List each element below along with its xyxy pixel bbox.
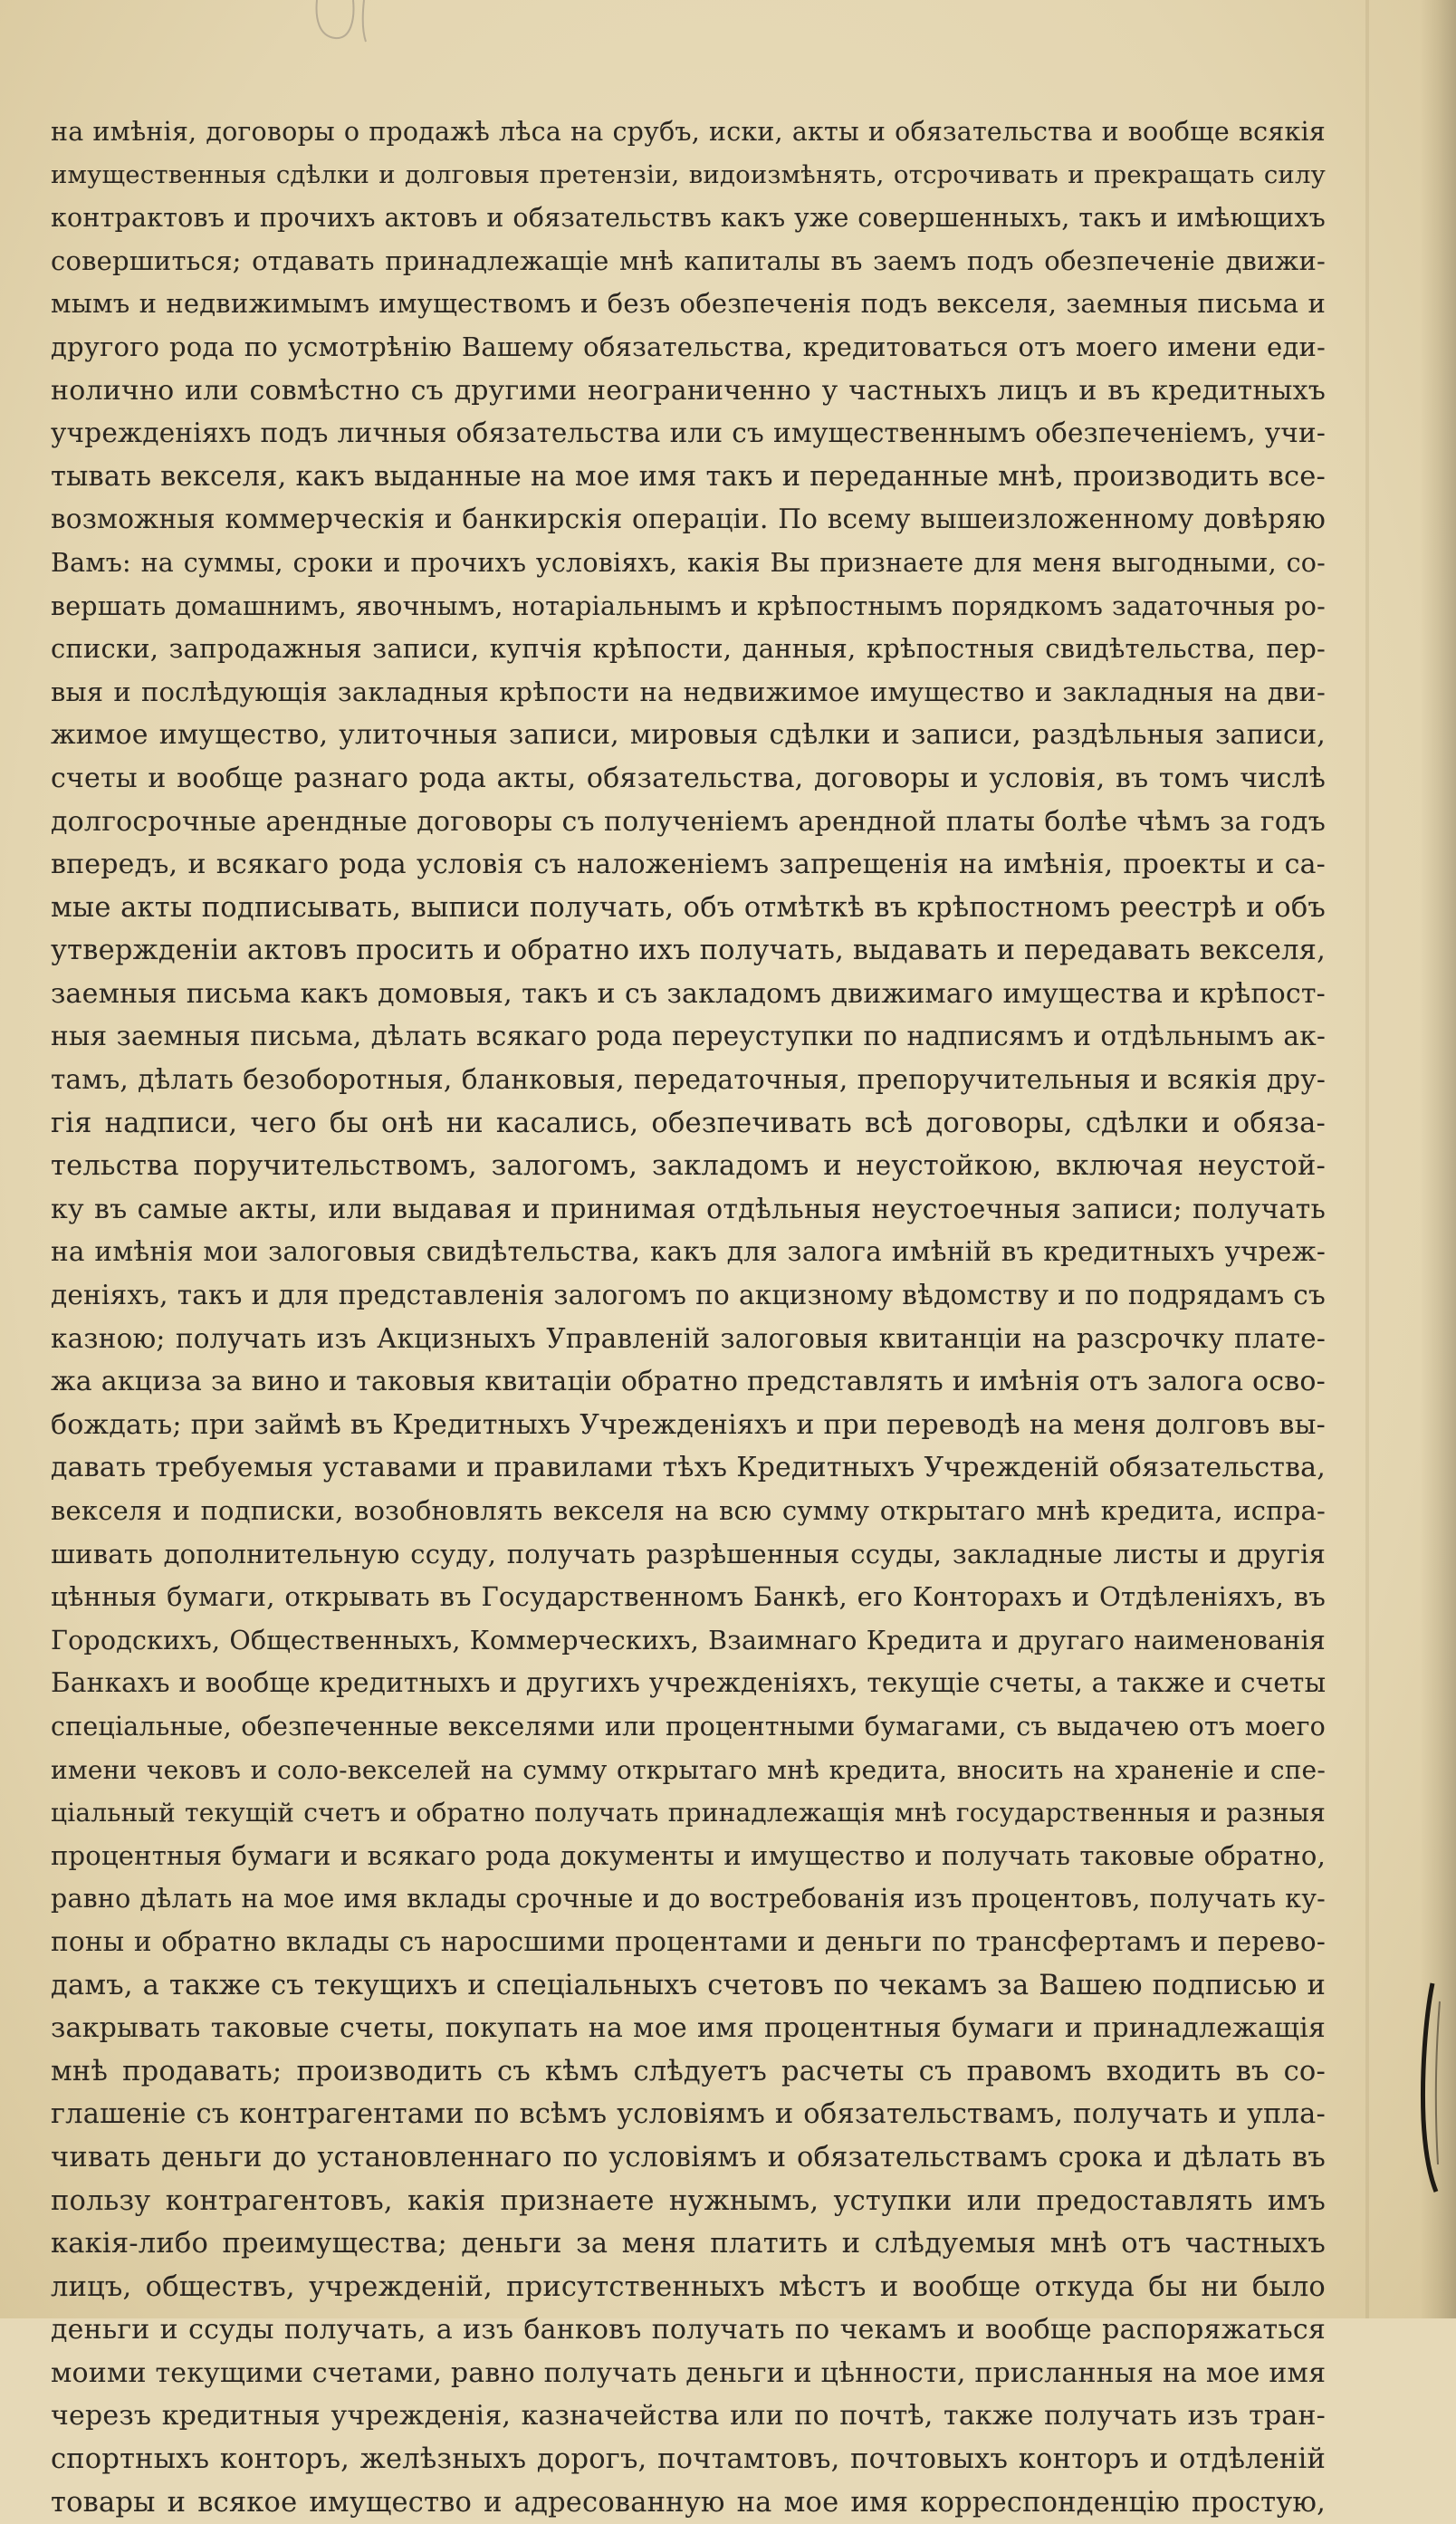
- text-line: Городскихъ, Общественныхъ, Коммерческихъ, Взаимнаго Кредита и другаго наименованія: [51, 1625, 1326, 1655]
- pencil-annotation: [308, 0, 389, 54]
- text-line: цѣнныя бумаги, открывать въ Государственномъ Банкѣ, его Конторахъ и Отдѣленіяхъ, въ: [51, 1581, 1326, 1613]
- text-line: гія надписи, чего бы онѣ ни касались, обезпечивать всѣ договоры, сдѣлки и обяза-: [51, 1107, 1326, 1139]
- text-line: глашеніе съ контрагентами по всѣмъ условіямъ и обязательствамъ, получать и упла-: [51, 2098, 1326, 2131]
- text-line: черезъ кредитныя учрежденія, казначейства или по почтѣ, также получать изъ тран-: [51, 2400, 1326, 2433]
- text-line: заемныя письма какъ домовыя, такъ и съ закладомъ движимаго имущества и крѣпост-: [51, 977, 1326, 1010]
- text-line: жа акциза за вино и таковыя квитаціи обратно представлять и имѣнія отъ залога осво-: [51, 1366, 1326, 1398]
- text-line: вершать домашнимъ, явочнымъ, нотаріальнымъ и крѣпостнымъ порядкомъ задаточныя ро-: [51, 590, 1326, 621]
- text-line: мымъ и недвижимымъ имуществомъ и безъ обезпеченія подъ векселя, заемныя письма и: [51, 288, 1326, 320]
- text-line: счеты и вообще разнаго рода акты, обязательства, договоры и условія, въ томъ числѣ: [51, 762, 1326, 794]
- text-line: спеціальные, обезпеченные векселями или процентными бумагами, съ выдачею отъ моего: [51, 1711, 1326, 1742]
- text-line: бождать; при займѣ въ Кредитныхъ Учрежденіяхъ и при переводѣ на меня долговъ вы-: [51, 1408, 1326, 1441]
- text-line: учрежденіяхъ подъ личныя обязательства или съ имущественнымъ обезпеченіемъ, учи-: [51, 417, 1326, 449]
- text-line: на имѣнія, договоры о продажѣ лѣса на срубъ, иски, акты и обязательства и вообще всякія: [51, 117, 1326, 147]
- text-line: списки, запродажныя записи, купчія крѣпости, данныя, крѣпостныя свидѣтельства, пер-: [51, 633, 1326, 665]
- text-line: контрактовъ и прочихъ актовъ и обязательствъ какъ уже совершенныхъ, такъ и имѣющихъ: [51, 203, 1326, 234]
- text-line: тывать векселя, какъ выданные на мое имя такъ и переданные мнѣ, производить все-: [51, 460, 1326, 493]
- text-line: Банкахъ и вообще кредитныхъ и другихъ учрежденіяхъ, текущіе счеты, а также и счеты: [51, 1667, 1327, 1699]
- text-line: мнѣ продавать; производить съ кѣмъ слѣдуетъ расчеты съ правомъ входить въ со-: [51, 2055, 1326, 2087]
- text-line: совершиться; отдавать принадлежащіе мнѣ капиталы въ заемъ подъ обезпеченіе движи-: [51, 245, 1326, 276]
- text-line: процентныя бумаги и всякаго рода документы и имущество и получать таковые обратно,: [51, 1839, 1326, 1871]
- text-line: тамъ, дѣлать безоборотныя, бланковыя, передаточныя, препоручительныя и всякія дру-: [51, 1064, 1326, 1096]
- text-line: дамъ, а также съ текущихъ и спеціальныхъ счетовъ по чекамъ за Вашею подписью и: [51, 1969, 1326, 2001]
- text-line: лицъ, обществъ, учрежденій, присутственныхъ мѣстъ и вообще откуда бы ни было: [51, 2270, 1326, 2303]
- text-line: мые акты подписывать, выписи получать, объ отмѣткѣ въ крѣпостномъ реестрѣ и объ: [51, 891, 1326, 924]
- document-body-text: [51, 110, 1326, 2524]
- text-line: нолично или совмѣстно съ другими неограниченно у частныхъ лицъ и въ кредитныхъ: [51, 374, 1326, 407]
- text-line: какія-либо преимущества; деньги за меня платить и слѣдуемыя мнѣ отъ частныхъ: [51, 2228, 1326, 2260]
- text-line: закрывать таковые счеты, покупать на мое имя процентныя бумаги и принадлежащія: [51, 2012, 1326, 2045]
- binding-edge: [1420, 0, 1456, 2318]
- text-line: ныя заемныя письма, дѣлать всякаго рода переуступки по надписямъ и отдѣльнымъ ак-: [51, 1021, 1326, 1052]
- text-line: тельства поручительствомъ, залогомъ, закладомъ и неустойкою, включая неустой-: [51, 1150, 1326, 1183]
- text-line: выя и послѣдующія закладныя крѣпости на недвижимое имущество и закладныя на дви-: [51, 676, 1326, 707]
- text-line: векселя и подписки, возобновлять векселя на всю сумму открытаго мнѣ кредита, испра-: [51, 1495, 1326, 1526]
- text-line: моими текущими счетами, равно получать деньги и цѣнности, присланныя на мое имя: [51, 2356, 1327, 2389]
- text-line: другого рода по усмотрѣнію Вашему обязательства, кредитоваться отъ моего имени еди-: [51, 331, 1326, 362]
- text-line: чивать деньги до установленнаго по условіямъ и обязательствамъ срока и дѣлать въ: [51, 2141, 1326, 2174]
- text-line: спортныхъ конторъ, желѣзныхъ дорогъ, почтамтовъ, почтовыхъ конторъ и отдѣленій: [51, 2443, 1326, 2476]
- text-line: пользу контрагентовъ, какія признаете нужнымъ, уступки или предоставлять имъ: [51, 2184, 1326, 2217]
- text-line: впередъ, и всякаго рода условія съ наложеніемъ запрещенія на имѣнія, проекты и са-: [51, 849, 1326, 881]
- text-line: ку въ самые акты, или выдавая и принимая отдѣльныя неустоечныя записи; получать: [51, 1193, 1326, 1225]
- text-line: казною; получать изъ Акцизныхъ Управленій залоговыя квитанціи на разсрочку плате-: [51, 1322, 1326, 1354]
- text-line: Вамъ: на суммы, сроки и прочихъ условіяхъ, какія Вы признаете для меня выгодными, со-: [51, 547, 1326, 578]
- binding-thread-mark: [1413, 1983, 1449, 2192]
- text-line: давать требуемыя уставами и правилами тѣхъ Кредитныхъ Учрежденій обязательства,: [51, 1452, 1326, 1484]
- text-line: на имѣнія мои залоговыя свидѣтельства, какъ для залога имѣній въ кредитныхъ учреж-: [51, 1236, 1326, 1268]
- text-line: возможныя коммерческія и банкирскія операціи. По всему вышеизложенному довѣряю: [51, 504, 1326, 535]
- text-line: имущественныя сдѣлки и долговыя претензіи, видоизмѣнять, отсрочивать и прекращать силу: [51, 159, 1326, 189]
- page-edge: [1365, 0, 1369, 2318]
- text-line: имени чековъ и соло-векселей на сумму открытаго мнѣ кредита, вносить на храненіе и спе-: [51, 1754, 1326, 1785]
- text-line: долгосрочные арендные договоры съ полученіемъ арендной платы болѣе чѣмъ за годъ: [51, 805, 1326, 838]
- text-line: ціальный текущій счетъ и обратно получать принадлежащія мнѣ государственныя и разныя: [51, 1798, 1326, 1828]
- text-line: равно дѣлать на мое имя вклады срочные и до востребованія изъ процентовъ, получать ку-: [51, 1884, 1326, 1915]
- text-line: товары и всякое имущество и адресованную на мое имя корреспонденцію простую,: [51, 2486, 1326, 2519]
- text-line: деніяхъ, такъ и для представленія залогомъ по акцизному вѣдомству и по подрядамъ съ: [51, 1280, 1326, 1311]
- text-line: шивать дополнительную ссуду, получать разрѣшенныя ссуды, закладные листы и другія: [51, 1538, 1326, 1569]
- text-line: поны и обратно вклады съ наросшими процентами и деньги по трансфертамъ и перево-: [51, 1925, 1326, 1957]
- text-line: утвержденіи актовъ просить и обратно ихъ получать, выдавать и передавать векселя,: [51, 935, 1327, 967]
- text-line: деньги и ссуды получать, а изъ банковъ получать по чекамъ и вообще распоряжаться: [51, 2314, 1326, 2346]
- text-line: жимое имущество, улиточныя записи, мировыя сдѣлки и записи, раздѣльныя записи,: [51, 719, 1326, 752]
